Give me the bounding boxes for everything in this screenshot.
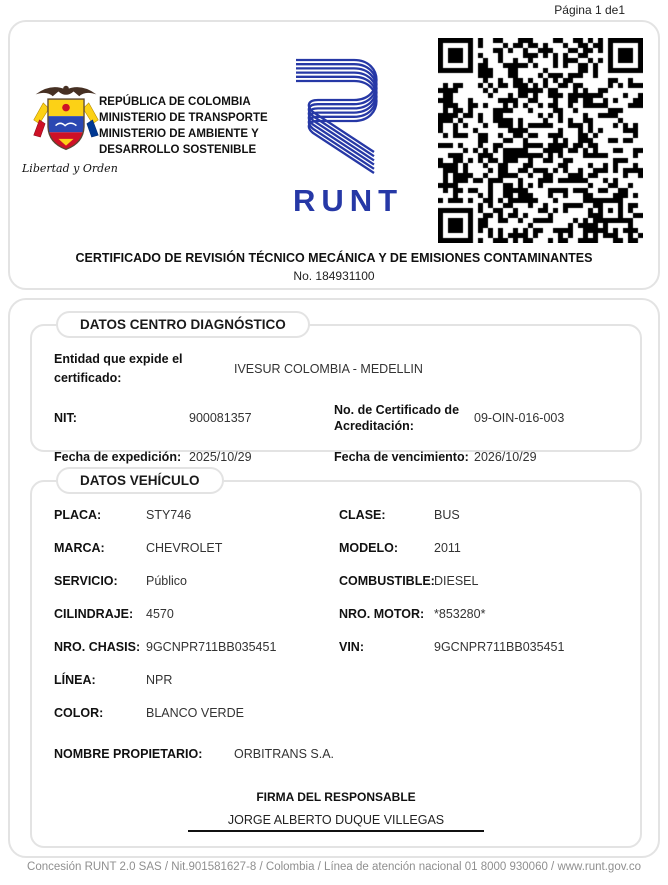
servicio-value: Público xyxy=(146,574,187,588)
ministry-line: REPÚBLICA DE COLOMBIA xyxy=(99,96,251,108)
ministry-line: MINISTERIO DE AMBIENTE Y xyxy=(99,128,259,140)
expiry-date-label: Fecha de vencimiento: xyxy=(334,450,469,464)
dates-row xyxy=(54,448,624,467)
expiry-date-value: 2026/10/29 xyxy=(474,450,537,464)
signature-block xyxy=(32,790,640,832)
coat-of-arms-motto: Libertad y Orden xyxy=(22,162,118,175)
accreditation-label: No. de Certificado de Acreditación: xyxy=(334,403,460,433)
runt-logo-icon xyxy=(282,163,414,180)
linea-value: NPR xyxy=(146,673,173,687)
vin-value: 9GCNPR711BB035451 xyxy=(434,640,565,654)
signature-name: JORGE ALBERTO DUQUE VILLEGAS xyxy=(227,813,445,827)
signature-title: FIRMA DEL RESPONSABLE xyxy=(256,790,416,804)
vin-label: VIN: xyxy=(339,640,364,654)
accreditation-value: 09-OIN-016-003 xyxy=(474,410,565,425)
colombia-coat-of-arms-icon xyxy=(29,143,103,160)
entity-value: IVESUR COLOMBIA - MEDELLIN xyxy=(234,361,423,376)
qr-code-canvas xyxy=(438,38,643,243)
nit-label: NIT: xyxy=(54,410,77,425)
ministry-text xyxy=(99,94,268,158)
cilindraje-label: CILINDRAJE: xyxy=(54,607,134,621)
issue-date-value: 2025/10/29 xyxy=(189,450,252,464)
certificate-number: No. 184931100 xyxy=(293,269,375,283)
vehicle-section xyxy=(30,473,642,848)
chasis-value: 9GCNPR711BB035451 xyxy=(146,640,277,654)
linea-label: LÍNEA: xyxy=(54,673,96,687)
footer-text: Concesión RUNT 2.0 SAS / Nit.901581627-8 / Colombia / Línea de atención nacional 01 8000 930060 / www.runt.gov.co xyxy=(27,861,641,873)
servicio-label: SERVICIO: xyxy=(54,574,118,588)
marca-value: CHEVROLET xyxy=(146,541,223,555)
combustible-label: COMBUSTIBLE: xyxy=(339,574,435,588)
certificate-title: CERTIFICADO DE REVISIÓN TÉCNICO MECÁNICA Y DE EMISIONES CONTAMINANTES xyxy=(75,251,593,265)
motor-value: *853280* xyxy=(434,607,486,621)
placa-label: PLACA: xyxy=(54,508,102,522)
color-row xyxy=(54,704,624,723)
chasis-vin-row xyxy=(54,638,624,657)
color-label: COLOR: xyxy=(54,706,104,720)
clase-value: BUS xyxy=(434,508,460,522)
chasis-label: NRO. CHASIS: xyxy=(54,640,141,654)
diagnostic-center-section-title: DATOS CENTRO DIAGNÓSTICO xyxy=(56,311,310,338)
diagnostic-center-section xyxy=(30,317,642,464)
page-indicator: Página 1 de1 xyxy=(554,3,625,17)
clase-label: CLASE: xyxy=(339,508,386,522)
propietario-value: ORBITRANS S.A. xyxy=(234,747,335,761)
modelo-label: MODELO: xyxy=(339,541,399,555)
marca-label: MARCA: xyxy=(54,541,105,555)
issue-date-label: Fecha de expedición: xyxy=(54,450,182,464)
placa-value: STY746 xyxy=(146,508,192,522)
placa-clase-row xyxy=(54,506,624,525)
data-panel xyxy=(8,298,660,858)
propietario-label: NOMBRE PROPIETARIO: xyxy=(54,747,203,761)
modelo-value: 2011 xyxy=(434,541,461,555)
cilindraje-value: 4570 xyxy=(146,607,174,621)
signature-line xyxy=(188,830,484,832)
linea-row xyxy=(54,671,624,690)
ministry-line: DESARROLLO SOSTENIBLE xyxy=(99,144,257,156)
servicio-combustible-row xyxy=(54,572,624,591)
runt-wordmark: RUNT xyxy=(292,183,404,218)
entity-label: Entidad que expide el certificado: xyxy=(54,352,183,385)
combustible-value: DIESEL xyxy=(434,574,479,588)
ministry-line: MINISTERIO DE TRANSPORTE xyxy=(99,112,268,124)
vehicle-section-title: DATOS VEHÍCULO xyxy=(56,467,224,494)
cilindraje-motor-row xyxy=(54,605,624,624)
colombia-coat-of-arms xyxy=(22,82,118,175)
nit-accreditation-row xyxy=(54,402,624,434)
color-value: BLANCO VERDE xyxy=(146,706,244,720)
qr-code xyxy=(434,37,646,243)
marca-modelo-row xyxy=(54,539,624,558)
nit-value: 900081357 xyxy=(189,410,252,425)
motor-label: NRO. MOTOR: xyxy=(339,607,425,621)
entity-row xyxy=(54,350,624,388)
propietario-row xyxy=(54,745,624,764)
header-panel xyxy=(8,20,660,290)
runt-logo xyxy=(278,56,418,219)
